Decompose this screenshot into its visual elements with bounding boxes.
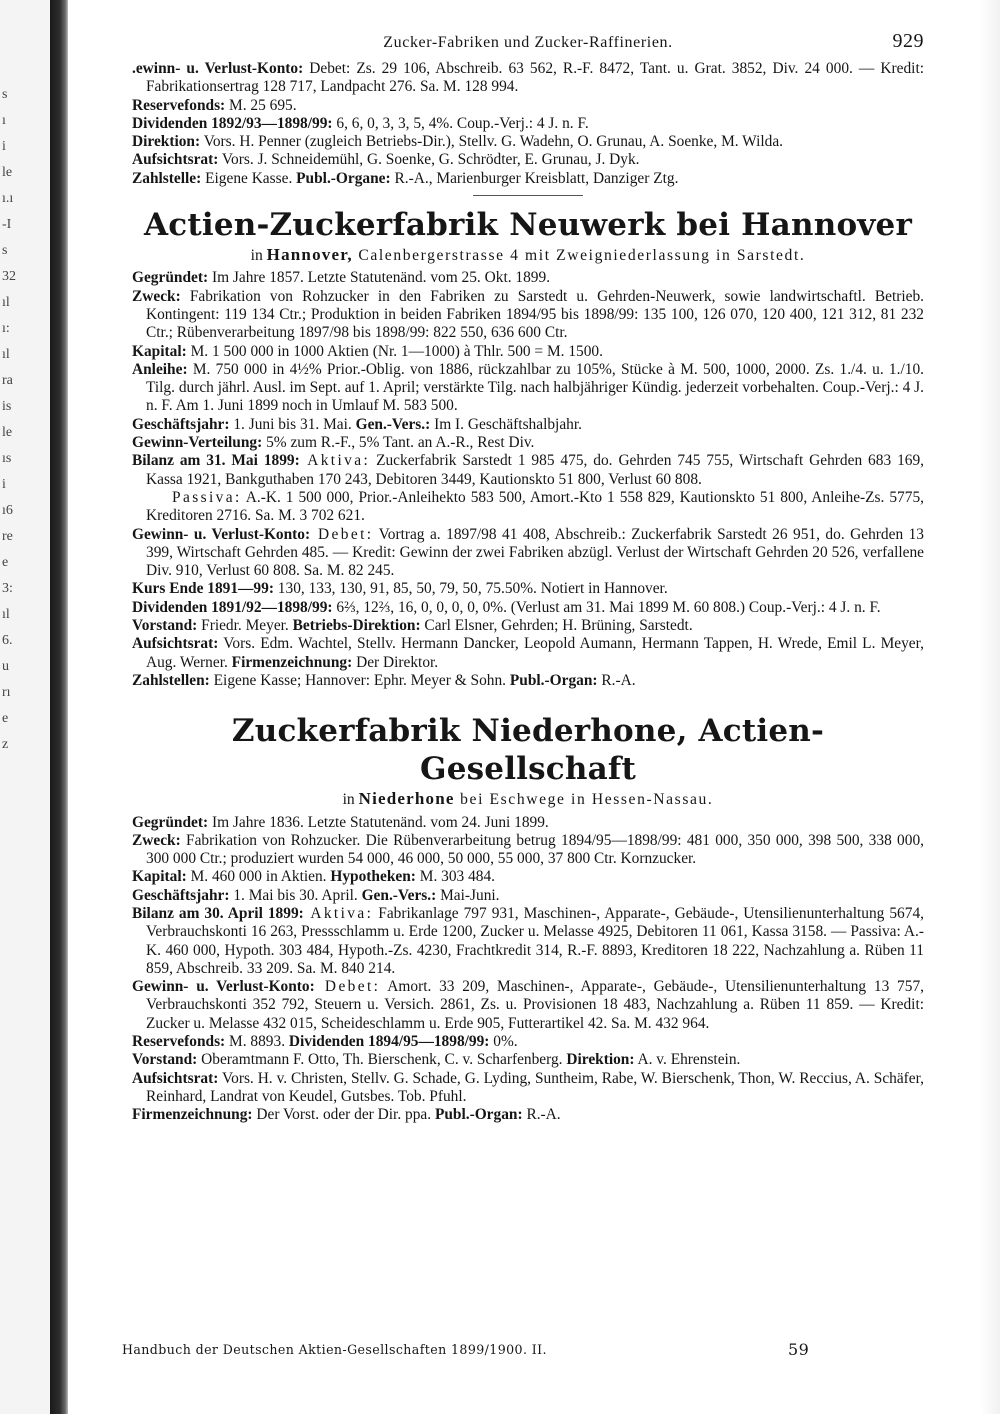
page-edge-shade bbox=[980, 0, 1000, 1414]
entry-paragraph bbox=[132, 115, 924, 133]
company-entries-neuwerk bbox=[132, 269, 924, 690]
entry-label: .ewinn- u. Verlust-Konto: bbox=[132, 60, 304, 77]
entry-text: 6⅔, 12⅔, 16, 0, 0, 0, 0, 0%. (Verlust am 31. Mai 1899 M. 60 808.) Coup.-Verj.: 4 J. n. F. bbox=[332, 598, 881, 616]
previous-page-margin-fragments bbox=[0, 82, 48, 758]
entry-text: Amort. 33 209, Maschinen-, Apparate-, Gebäude-, Utensilienunterhaltung 13 757, Verbrauchskonti 352 792, Steuern u. Versich. 2861, Zs. u. Provisionen 18 483, Nachzahlung a. Rüben 11 859. — Kredit: Zucker u. Melasse 432 015, Scheideschlamm u. Erde 905, Futterartikel 42. Sa. M. 432 964. bbox=[146, 978, 924, 1032]
company-location-niederhone bbox=[132, 790, 924, 809]
entry-text: 1. Juni bis 31. Mai. bbox=[229, 415, 356, 433]
entry-label: Anleihe: bbox=[132, 360, 188, 378]
entry-paragraph bbox=[132, 635, 924, 672]
margin-fragment: 3: bbox=[2, 581, 13, 596]
entry-paragraph bbox=[132, 133, 924, 151]
entry-spaced-label: Debet: bbox=[314, 978, 381, 996]
entry-text: Vors. J. Schneidemühl, G. Soenke, G. Schrödter, E. Grunau, J. Dyk. bbox=[218, 151, 640, 169]
section-separator bbox=[473, 195, 583, 196]
location-prefix: in bbox=[250, 247, 267, 265]
company-title-neuwerk: Actien-Zuckerfabrik Neuwerk bei Hannover bbox=[144, 207, 912, 244]
entry-paragraph bbox=[132, 580, 924, 598]
entry-paragraph bbox=[132, 868, 924, 886]
entry-paragraph bbox=[132, 599, 924, 617]
section-gap bbox=[132, 690, 924, 708]
entry-text: Vors. H. Penner (zugleich Betriebs-Dir.), Stellv. G. Wadehn, O. Grunau, A. Soenke, M. Wilda. bbox=[200, 133, 784, 151]
entry-text: Der Vorst. oder der Dir. ppa. bbox=[252, 1106, 435, 1124]
margin-fragment: ı6 bbox=[2, 503, 13, 518]
document-page bbox=[132, 30, 924, 1125]
company-title-niederhone: Zuckerfabrik Niederhone, Actien-Gesellschaft bbox=[231, 713, 825, 788]
entry-label: Geschäftsjahr: bbox=[132, 886, 230, 904]
entry-label: Vorstand: bbox=[132, 617, 198, 635]
entry-text: M. 1 500 000 in 1000 Aktien (Nr. 1—1000) à Thlr. 500 = M. 1500. bbox=[186, 342, 603, 360]
entry-label: Hypotheken: bbox=[330, 868, 416, 886]
entry-paragraph bbox=[132, 97, 924, 115]
entry-paragraph bbox=[132, 489, 924, 526]
entry-paragraph bbox=[132, 905, 924, 978]
entry-text: A. v. Ehrenstein. bbox=[634, 1051, 741, 1069]
entry-spaced-label: Aktiva: bbox=[299, 452, 371, 470]
entry-label: Direktion: bbox=[132, 133, 201, 151]
entry-label: Gen.-Vers.: bbox=[361, 886, 437, 904]
margin-fragment: ıl bbox=[2, 607, 10, 622]
entry-label: Vorstand: bbox=[132, 1051, 198, 1069]
entry-text: Fabrikanlage 797 931, Maschinen-, Apparate-, Gebäude-, Utensilienunterhaltung 5674, Verbrauchskonti 16 263, Pressschlamm u. Erde 1200, Zucker u. Melasse 4925, Debitoren 11 061, Kassa 3158. — Passiva: A.-K. 460 000, Hypoth. 303 484, Hypoth.-Zs. 4230, Frachtkredit 314, R.-F. 8893, Kreditoren 18 222, Nachzahlung a. Rüben 11 859, Abschreib. 33 209. Sa. M. 840 214. bbox=[146, 904, 924, 977]
company-entries-niederhone bbox=[132, 814, 924, 1125]
book-gutter bbox=[50, 0, 68, 1414]
entry-label: Publ.-Organe: bbox=[296, 169, 391, 187]
margin-fragment: le bbox=[2, 425, 13, 440]
entry-text: Debet: Zs. 29 106, Abschreib. 63 562, R.-F. 8472, Tant. u. Grat. 3852, Div. 24 000. — Kredit: Fabrikationsertrag 128 717, Landpacht 276. Sa. M. 128 994. bbox=[146, 60, 924, 96]
entry-paragraph bbox=[132, 434, 924, 452]
sheet-number: 59 bbox=[788, 1340, 810, 1359]
entry-paragraph bbox=[132, 60, 924, 97]
margin-fragment: ı bbox=[2, 113, 6, 128]
entry-label: Betriebs-Direktion: bbox=[292, 617, 421, 635]
entry-paragraph bbox=[132, 151, 924, 169]
entry-text: Der Direktor. bbox=[352, 653, 439, 671]
entry-label: Geschäftsjahr: bbox=[132, 415, 230, 433]
entry-label: Zweck: bbox=[132, 287, 181, 305]
entry-paragraph bbox=[132, 416, 924, 434]
margin-fragment: ı.ı bbox=[2, 191, 14, 206]
entry-text: 0%. bbox=[489, 1033, 518, 1051]
entry-text: Im Jahre 1857. Letzte Statutenänd. vom 25. Okt. 1899. bbox=[208, 269, 551, 287]
margin-fragment: e bbox=[2, 555, 9, 570]
entry-label: Kapital: bbox=[132, 342, 187, 360]
entry-paragraph bbox=[132, 978, 924, 1033]
entry-label: Publ.-Organ: bbox=[509, 671, 598, 689]
entry-text: Friedr. Meyer. bbox=[197, 617, 293, 635]
margin-fragment: ıl bbox=[2, 347, 10, 362]
previous-page-strip bbox=[0, 0, 50, 1414]
entry-text: R.-A., Marienburger Kreisblatt, Danziger Ztg. bbox=[390, 169, 679, 187]
entry-paragraph bbox=[132, 452, 924, 489]
entry-label: Reservefonds: bbox=[132, 96, 226, 114]
entry-text: Im Jahre 1836. Letzte Statutenänd. vom 24. Juni 1899. bbox=[208, 813, 549, 831]
entry-text: 130, 133, 130, 91, 85, 50, 79, 50, 75.50%. Notiert in Hannover. bbox=[273, 580, 668, 598]
margin-fragment: -I bbox=[2, 217, 12, 232]
entry-label: Zweck: bbox=[132, 831, 181, 849]
margin-fragment: e bbox=[2, 711, 9, 726]
entry-text: Vors. H. v. Christen, Stellv. G. Schade, G. Lyding, Suntheim, Rabe, W. Bierschenk, Thon, W. Reccius, A. Schäfer, Reinhard, Landrat von Keudel, Gutsbes. Tob. Pfuhl. bbox=[146, 1069, 924, 1105]
margin-fragment: s bbox=[2, 243, 8, 258]
entry-text: Zuckerfabrik Sarstedt 1 985 475, do. Gehrden 745 755, Wirtschaft Gehrden 683 169, Kassa 1921, Bankguthaben 170 243, Debitoren 3449, Kautionskto 51 800, Verlust 60 808. bbox=[146, 452, 924, 488]
entry-paragraph bbox=[132, 1106, 924, 1124]
entry-label: Kurs Ende 1891—99: bbox=[132, 580, 274, 598]
entry-label: Dividenden 1891/92—1898/99: bbox=[132, 598, 333, 616]
entry-text: Eigene Kasse; Hannover: Ephr. Meyer & Sohn. bbox=[209, 671, 510, 689]
margin-fragment: s bbox=[2, 87, 8, 102]
entry-text: Oberamtmann F. Otto, Th. Bierschenk, C. v. Scharfenberg. bbox=[197, 1051, 567, 1069]
entry-text: Im I. Geschäftshalbjahr. bbox=[430, 415, 582, 433]
entry-text: 5% zum R.-F., 5% Tant. an A.-R., Rest Div. bbox=[262, 434, 535, 452]
entry-paragraph bbox=[132, 1070, 924, 1107]
entry-text: M. 460 000 in Aktien. bbox=[186, 868, 331, 886]
entry-label: Bilanz am 31. Mai 1899: bbox=[132, 452, 300, 470]
entry-label: Publ.-Organ: bbox=[434, 1106, 523, 1124]
entry-label: Zahlstelle: bbox=[132, 169, 202, 187]
entry-label: Gen.-Vers.: bbox=[355, 415, 431, 433]
entry-paragraph bbox=[132, 1051, 924, 1069]
entry-label: Direktion: bbox=[566, 1051, 635, 1069]
margin-fragment: ı: bbox=[2, 321, 10, 336]
margin-fragment: ıs bbox=[2, 451, 12, 466]
company-location-neuwerk bbox=[132, 246, 924, 265]
margin-fragment: u bbox=[2, 659, 9, 674]
location-address: bei Eschwege in Hessen-Nassau. bbox=[454, 791, 714, 809]
entry-text: A.-K. 1 500 000, Prior.-Anleihekto 583 500, Amort.-Kto 1 558 829, Kautionskto 51 800, Anleihe-Zs. 5775, Kreditoren 2716. Sa. M. 3 702 621. bbox=[146, 488, 924, 525]
entry-label: Gegründet: bbox=[132, 813, 209, 831]
entry-text: R.-A. bbox=[522, 1106, 561, 1124]
entry-label: Firmenzeichnung: bbox=[231, 653, 353, 671]
entry-text: 6, 6, 0, 3, 3, 5, 4%. Coup.-Verj.: 4 J. n. F. bbox=[332, 114, 589, 132]
entry-label: Dividenden 1894/95—1898/99: bbox=[288, 1033, 490, 1051]
entry-paragraph bbox=[132, 814, 924, 832]
entry-paragraph bbox=[132, 343, 924, 361]
page-number: 929 bbox=[892, 30, 924, 52]
entry-label: Gewinn- u. Verlust-Konto: bbox=[132, 978, 315, 996]
entry-text: M. 303 484. bbox=[415, 868, 496, 886]
entry-text: Carl Elsner, Gehrden; H. Brüning, Sarstedt. bbox=[420, 617, 693, 635]
entry-spaced-label: Debet: bbox=[310, 525, 374, 543]
entry-label: Gewinn- u. Verlust-Konto: bbox=[132, 525, 311, 543]
entry-text: M. 8893. bbox=[225, 1033, 289, 1051]
previous-company-section bbox=[132, 60, 924, 188]
margin-fragment: ra bbox=[2, 373, 13, 388]
entry-paragraph bbox=[132, 288, 924, 343]
entry-paragraph bbox=[132, 269, 924, 287]
entry-label: Dividenden 1892/93—1898/99: bbox=[132, 114, 333, 132]
entry-text: Vors. Edm. Wachtel, Stellv. Hermann Dancker, Leopold Aumann, Hermann Tappen, H. Wrede, Emil L. Meyer, Aug. Werner. bbox=[146, 635, 924, 671]
running-title: Zucker-Fabriken und Zucker-Raffinerien. bbox=[383, 34, 673, 51]
entry-text: R.-A. bbox=[597, 671, 636, 689]
entry-paragraph bbox=[132, 1033, 924, 1051]
footer-text: Handbuch der Deutschen Aktien-Gesellschaften 1899/1900. II. bbox=[122, 1342, 547, 1357]
entry-label: Bilanz am 30. April 1899: bbox=[132, 904, 304, 922]
entry-text: Eigene Kasse. bbox=[201, 169, 297, 187]
margin-fragment: 32 bbox=[2, 269, 16, 284]
location-place: Hannover, bbox=[266, 245, 353, 265]
entry-label: Zahlstellen: bbox=[132, 671, 210, 689]
entry-label: Kapital: bbox=[132, 868, 187, 886]
margin-fragment: i bbox=[2, 139, 6, 154]
running-head bbox=[132, 30, 924, 60]
margin-fragment: is bbox=[2, 399, 12, 414]
margin-fragment: z bbox=[2, 737, 9, 752]
margin-fragment: re bbox=[2, 529, 13, 544]
entry-text: M. 25 695. bbox=[225, 96, 297, 114]
entry-text: Fabrikation von Rohzucker. Die Rübenverarbeitung betrug 1894/95—1898/99: 481 000, 350 000, 398 500, 338 000, 300 000 Ctr.; produziert wurden 54 000, 46 000, 50 000, 55 000, 37 800 Ctr. Kornzucker. bbox=[146, 831, 924, 868]
page-footer bbox=[122, 1342, 822, 1357]
location-place: Niederhone bbox=[358, 789, 455, 809]
margin-fragment: rı bbox=[2, 685, 11, 700]
entry-label: Aufsichtsrat: bbox=[132, 635, 219, 653]
margin-fragment: le bbox=[2, 165, 13, 180]
entry-text: 1. Mai bis 30. April. bbox=[229, 886, 362, 904]
entry-paragraph bbox=[132, 617, 924, 635]
location-address: Calenbergerstrasse 4 mit Zweigniederlassung in Sarstedt. bbox=[352, 247, 806, 265]
entry-paragraph bbox=[132, 361, 924, 416]
entry-text: Fabrikation von Rohzucker in den Fabriken zu Sarstedt u. Gehrden-Neuwerk, sowie landwirtschaftl. Betrieb. Kontingent: 119 134 Ctr.; Produktion in beiden Fabriken 1894/95 bis 1898/99: 135 100, 126 070, 120 400, 121 312, 81 232 Ctr.; Rübenverarbeitung 1897/98 bis 1898/99: 822 550, 636 600 Ctr. bbox=[146, 287, 924, 342]
entry-label: Aufsichtsrat: bbox=[132, 151, 219, 169]
margin-fragment: ıl bbox=[2, 295, 10, 310]
margin-fragment: 6. bbox=[2, 633, 13, 648]
entry-spaced-label: Passiva: bbox=[172, 488, 242, 506]
entry-paragraph bbox=[132, 526, 924, 581]
entry-spaced-label: Aktiva: bbox=[303, 904, 374, 922]
margin-fragment: i bbox=[2, 477, 6, 492]
entry-text: M. 750 000 in 4½% Prior.-Oblig. von 1886, rückzahlbar zu 105%, Stücke à M. 500, 1000, 2000. Zs. 1./4. u. 1./10. Tilg. durch jährl. Ausl. im Sept. auf 1. April; verstärkte Tilg. nach halbjähriger Kündig. jederzeit vorbehalten. Coup.-Verj.: 4 J. n. F. Am 1. Juni 1899 noch in Umlauf M. 583 500. bbox=[146, 360, 924, 415]
entry-text: Mai-Juni. bbox=[436, 886, 500, 904]
location-prefix: in bbox=[342, 791, 359, 809]
entry-label: Aufsichtsrat: bbox=[132, 1069, 219, 1087]
entry-text: Vortrag a. 1897/98 41 408, Abschreib.: Zuckerfabrik Sarstedt 26 951, do. Gehrden 13 399, Wirtschaft Gehrden 485. — Kredit: Gewinn der zwei Fabriken abzügl. Verlust der Wirtschaft Gehrden 20 526, verfallene Div. 910, Verlust 60 808. Sa. M. 82 245. bbox=[146, 525, 924, 580]
entry-label: Gegründet: bbox=[132, 269, 209, 287]
entry-paragraph bbox=[132, 832, 924, 869]
entry-label: Gewinn-Verteilung: bbox=[132, 434, 263, 452]
entry-paragraph bbox=[132, 170, 924, 188]
entry-label: Firmenzeichnung: bbox=[132, 1106, 253, 1124]
entry-paragraph bbox=[132, 672, 924, 690]
entry-label: Reservefonds: bbox=[132, 1033, 226, 1051]
entry-paragraph bbox=[132, 887, 924, 905]
